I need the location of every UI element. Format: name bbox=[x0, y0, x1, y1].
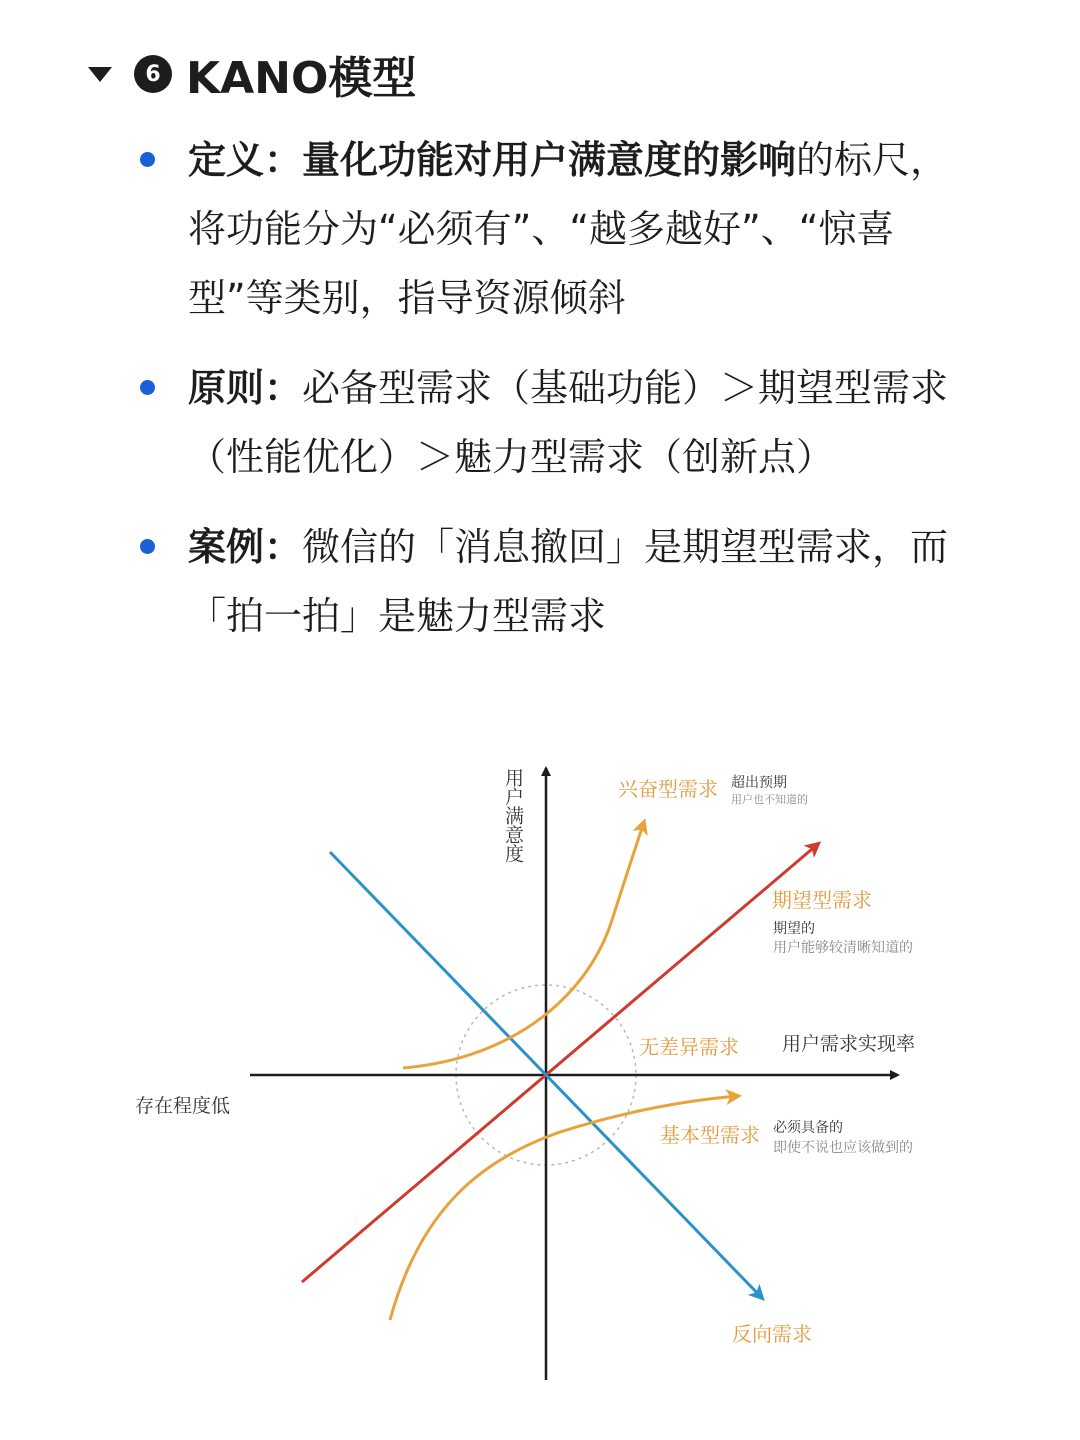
bullet-definition bbox=[136, 126, 956, 333]
performance-label: 期望型需求 bbox=[772, 888, 872, 912]
bullet-text: 的标尺，将功能分为“必须有”、“越多越好”、“惊喜型”等类别，指导资源倾斜 bbox=[188, 138, 949, 320]
basic-desc1: 必须具备的 bbox=[773, 1120, 843, 1136]
x-axis-label: 用户需求实现率 bbox=[782, 1033, 916, 1055]
excitement-label: 兴奋型需求 bbox=[618, 777, 718, 801]
bullet-dot-icon bbox=[140, 152, 155, 167]
bullet-principle bbox=[136, 354, 956, 492]
excitement-desc1: 超出预期 bbox=[731, 775, 787, 791]
performance-line bbox=[302, 844, 818, 1282]
bullet-dot-icon bbox=[140, 539, 155, 554]
bullet-case bbox=[136, 513, 956, 651]
indifferent-label: 无差异需求 bbox=[639, 1035, 739, 1059]
x-axis-low-label: 存在程度低 bbox=[135, 1095, 231, 1117]
kano-diagram bbox=[0, 740, 1080, 1400]
excitement-desc2: 用户也不知道的 bbox=[731, 793, 808, 806]
performance-desc2: 用户能够较清晰知道的 bbox=[773, 940, 913, 956]
bullet-dot-icon bbox=[140, 380, 155, 395]
bullet-bold-text: 量化功能对用户满意度的影响 bbox=[302, 138, 797, 182]
number-badge: 6 bbox=[134, 55, 172, 93]
bullet-label: 原则： bbox=[188, 366, 303, 410]
collapse-triangle-icon[interactable] bbox=[88, 67, 112, 82]
bullet-label: 案例： bbox=[188, 525, 303, 569]
y-axis-label: 用户满意度 bbox=[502, 768, 524, 863]
performance-desc1: 期望的 bbox=[773, 921, 815, 937]
basic-desc2: 即使不说也应该做到的 bbox=[773, 1140, 913, 1156]
reverse-label: 反向需求 bbox=[732, 1322, 812, 1346]
section-header[interactable] bbox=[88, 44, 416, 104]
bullet-label: 定义： bbox=[188, 138, 303, 182]
bullet-text: 微信的「消息撤回」是期望型需求，而「拍一拍」是魅力型需求 bbox=[188, 525, 949, 638]
basic-label: 基本型需求 bbox=[660, 1123, 760, 1147]
bullet-text: 必备型需求（基础功能）＞期望型需求（性能优化）＞魅力型需求（创新点） bbox=[188, 366, 949, 479]
section-title: KANO模型 bbox=[186, 53, 417, 104]
bullet-list bbox=[136, 126, 956, 672]
